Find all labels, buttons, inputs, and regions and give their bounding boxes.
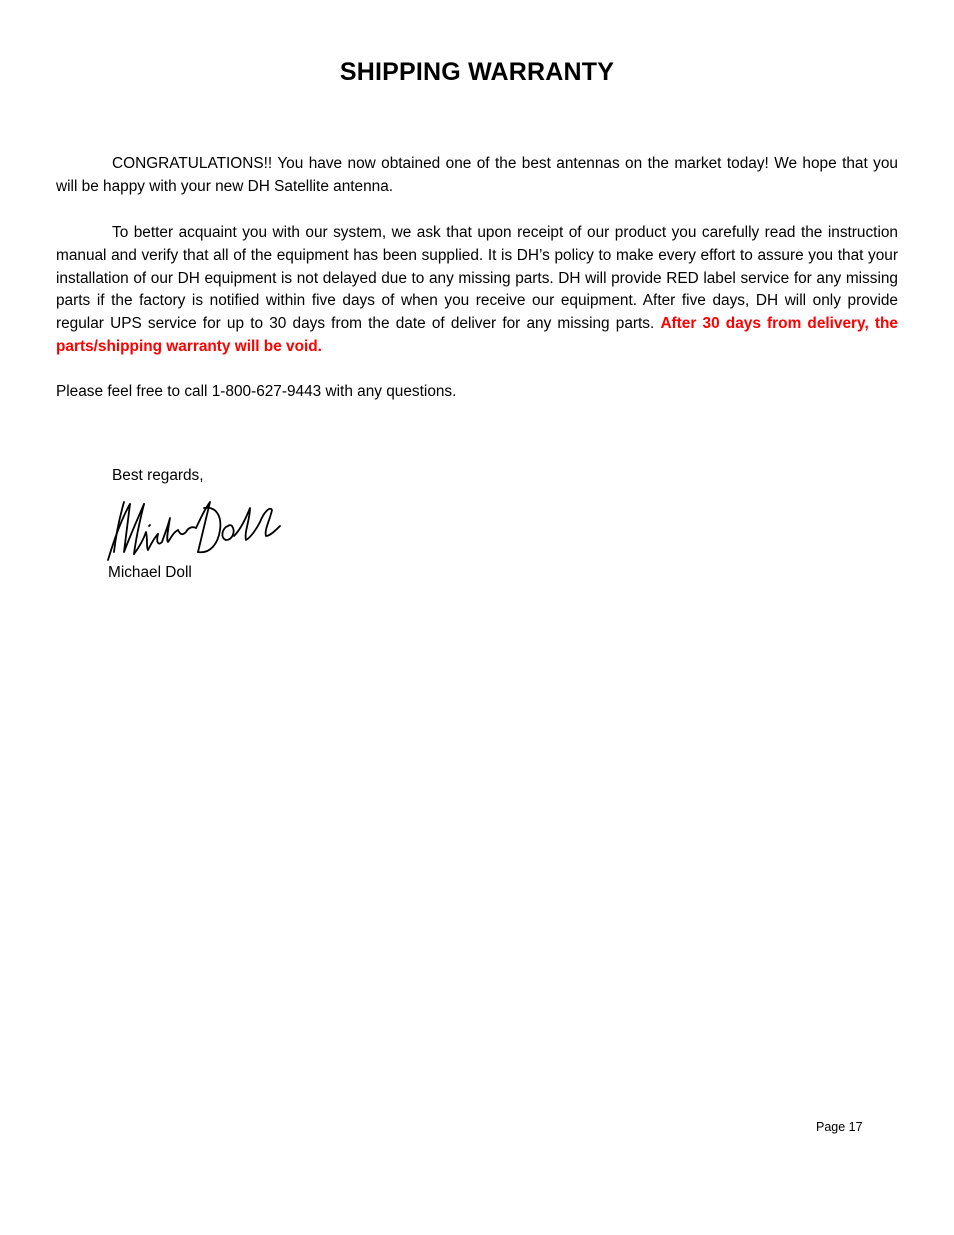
signer-name: Michael Doll: [108, 564, 192, 581]
warranty-void-warning: After 30 days from delivery, the parts/shipping warranty will be void.: [56, 315, 898, 355]
page-number: Page 17: [816, 1120, 863, 1134]
policy-text: To better acquaint you with our system, we ask that upon receipt of our product you carefully read the instruction manual and verify that all of the equipment has been supplied. It is DH’s policy to make every effort to assure you that your installation of our DH equipment is not delayed due to any missing parts. DH will provide RED label service for any missing parts if the factory is notified within five days of when you receive our equipment. After five days, DH will only provide regular UPS service for up to 30 days from the date of deliver for any missing parts.: [56, 224, 898, 333]
contact-paragraph: [56, 381, 898, 404]
closing-salutation: Best regards,: [112, 467, 204, 484]
contact-text: Please feel free to call 1-800-627-9443 with any questions.: [56, 383, 457, 400]
intro-text: CONGRATULATIONS!! You have now obtained one of the best antennas on the market today! We hope that you will be happy with your new DH Satellite antenna.: [56, 155, 898, 195]
policy-paragraph: [56, 222, 898, 359]
page-title: SHIPPING WARRANTY: [339, 58, 615, 86]
intro-paragraph: [56, 153, 898, 199]
handwritten-signature: [100, 496, 286, 564]
